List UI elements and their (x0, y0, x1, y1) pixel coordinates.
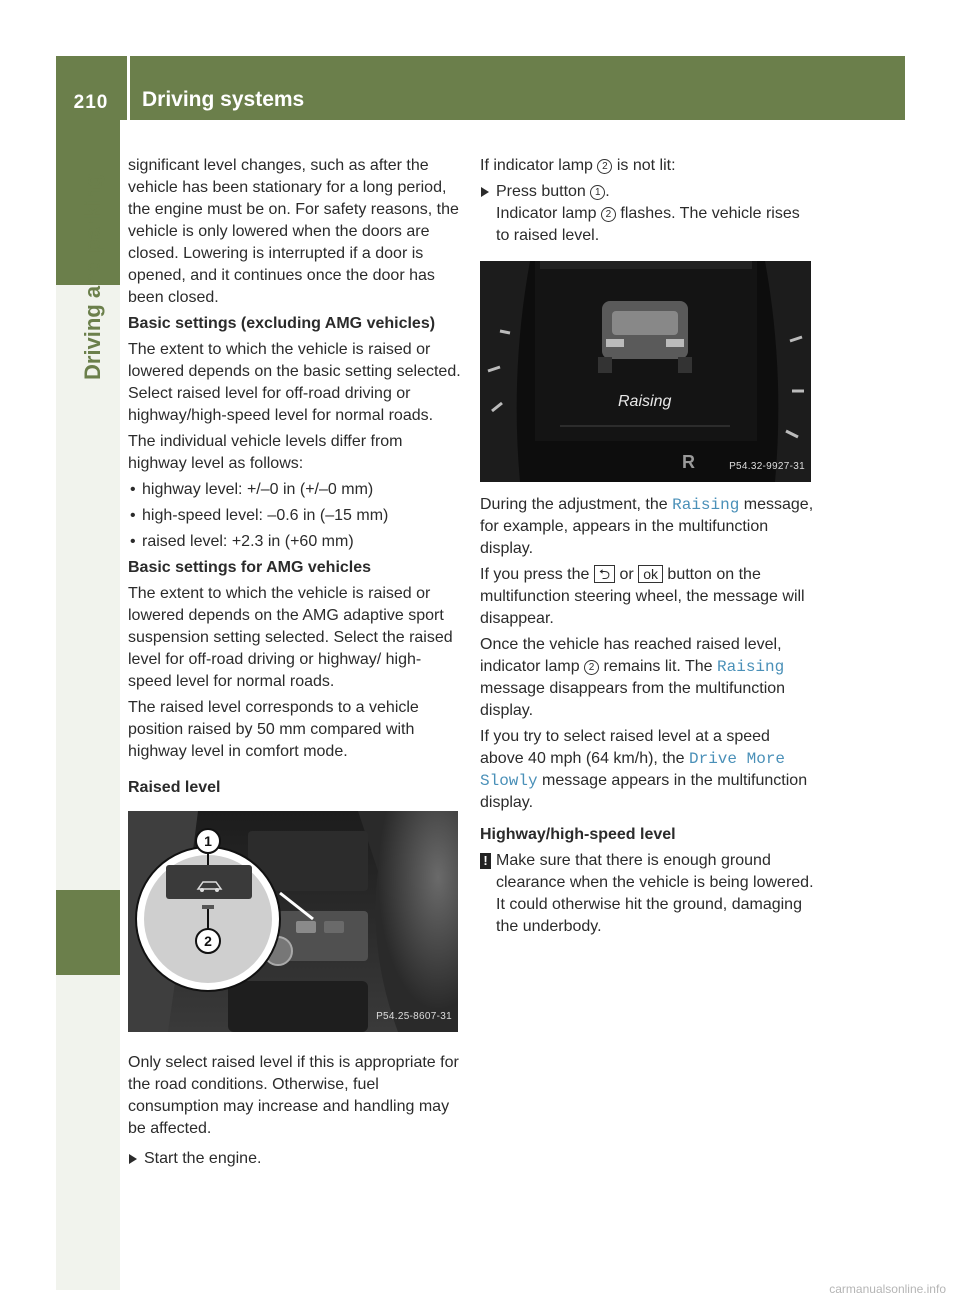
back-button-icon: ⮌ (594, 565, 615, 583)
instruction-step: Start the engine. (128, 1148, 462, 1170)
text: If you press the (480, 566, 594, 583)
watermark: carmanualsonline.info (829, 1282, 946, 1296)
text: message, for example, appears in the multifunction display. (480, 496, 814, 557)
warning-icon: ! (480, 853, 491, 869)
callout-number: 1 (590, 185, 605, 200)
text: During the adjustment, the (480, 496, 673, 513)
callout-number: 2 (601, 207, 616, 222)
heading-basic-settings-amg: Basic settings for AMG vehicles (128, 559, 372, 576)
display-message-code: Drive More Slowly (480, 750, 786, 790)
text: Once the vehicle has reached raised level, indicator lamp (480, 636, 782, 675)
heading-raised-level: Raised level (128, 779, 221, 796)
text: flashes. The vehicle rises to raised level. (496, 205, 800, 244)
paragraph (480, 155, 815, 177)
text: Indicator lamp (496, 205, 601, 222)
text: message disappears from the multifunction display. (480, 680, 786, 719)
display-message-code: Raising (672, 496, 740, 514)
side-tab-lower-block (56, 890, 120, 975)
header-divider (127, 56, 130, 120)
header-bar (56, 56, 905, 120)
paragraph: significant level changes, such as after the vehicle has been stationary for a long period, the engine must be on. For safety reasons, the vehicle is only lowered when the doors are closed. Lowering is interrupted if a door is opened, and it continues once the door has been closed. (128, 157, 459, 306)
text: . (605, 183, 610, 200)
text: message appears in the multifunction display. (480, 772, 808, 811)
left-column (128, 155, 462, 1174)
text: or (615, 566, 639, 583)
list-item: • highway level: +/–0 in (+/–0 mm) (128, 479, 462, 501)
ok-button-icon: ok (638, 565, 663, 583)
right-column (480, 155, 815, 938)
instrument-cluster-figure (480, 261, 811, 482)
paragraph: The individual vehicle levels differ from highway level as follows: (128, 433, 403, 472)
figure-code: P54.25-8607-31 (376, 1011, 452, 1022)
figure-code: P54.32-9927-31 (729, 461, 805, 472)
page-number: 210 (73, 92, 109, 113)
paragraph (480, 726, 815, 814)
list-item: • high-speed level: –0.6 in (–15 mm) (128, 505, 462, 527)
display-message-code: Raising (717, 658, 785, 676)
paragraph: The raised level corresponds to a vehicle position raised by 50 mm compared with highway level in comfort mode. (128, 699, 419, 760)
callout-1-text: 1 (204, 833, 212, 849)
chapter-label: Driving and parking (80, 173, 105, 380)
heading-basic-settings-excluding-amg: Basic settings (excluding AMG vehicles) (128, 315, 436, 332)
instrument-cluster-illustration (480, 261, 811, 482)
heading-highway-level: Highway/high-speed level (480, 826, 676, 843)
section-title: Driving systems (142, 88, 305, 111)
display-message: Raising (618, 393, 672, 410)
callout-number: 2 (584, 660, 599, 675)
paragraph: The extent to which the vehicle is raised or lowered depends on the basic setting selected. Select raised level for off-road driving or highway/high-speed level for normal roads. (128, 341, 461, 424)
text: is not lit: (612, 157, 676, 174)
callout-2-text: 2 (204, 933, 212, 949)
callout-number: 2 (597, 159, 612, 174)
paragraph: Only select raised level if this is appropriate for the road conditions. Otherwise, fuel consumption may increase and handling may be affected. (128, 1054, 459, 1137)
text: If indicator lamp (480, 157, 598, 174)
text: button on the multifunction steering wheel, the message will disappear. (480, 566, 805, 627)
list-item: • raised level: +2.3 in (+60 mm) (128, 531, 462, 553)
paragraph (480, 634, 815, 722)
instruction-step (480, 181, 815, 247)
gear-indicator: R (682, 452, 695, 472)
text: remains lit. The (599, 658, 718, 675)
warning-text: Make sure that there is enough ground clearance when the vehicle is being lowered. It could otherwise hit the ground, damaging the underbody. (496, 852, 814, 935)
text: If you try to select raised level at a speed above 40 mph (64 km/h), the (480, 728, 770, 767)
text: Press button (496, 183, 591, 200)
center-console-figure (128, 811, 458, 1032)
paragraph: The extent to which the vehicle is raised or lowered depends on the AMG adaptive sport suspension setting selected. Select the raised level for off-road driving or highway/ high-speed level for normal roads. (128, 585, 453, 690)
warning-note (480, 850, 815, 938)
callout-layer (128, 811, 458, 1032)
paragraph (480, 494, 815, 560)
paragraph (480, 564, 815, 630)
